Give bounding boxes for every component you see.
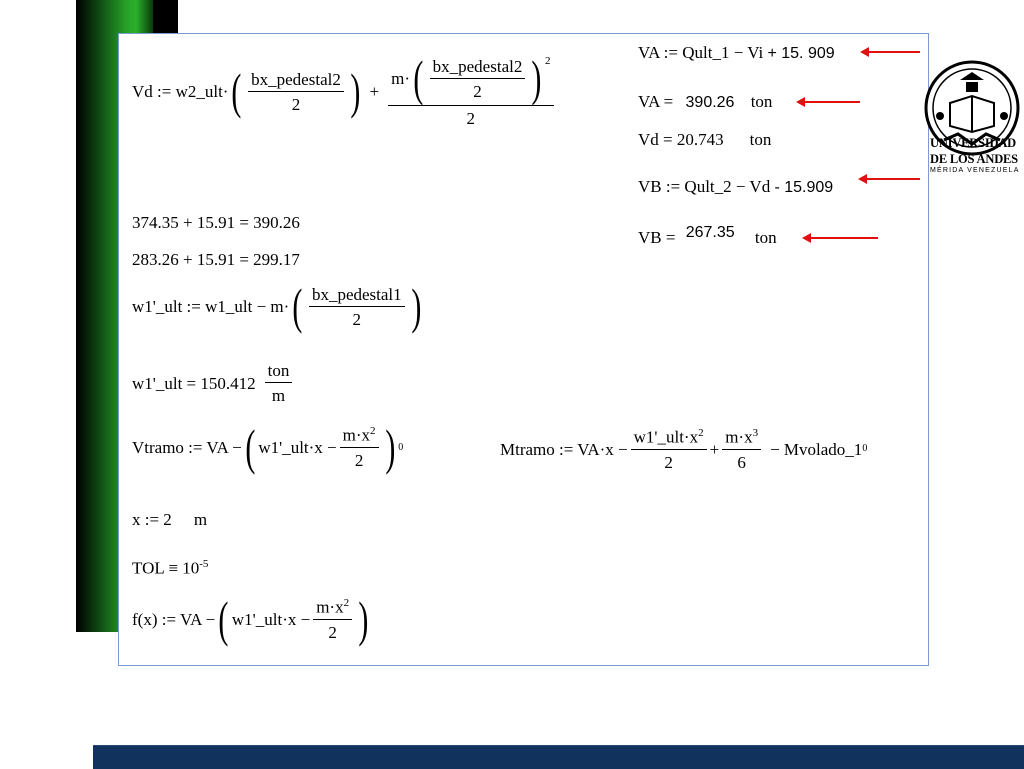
- w1-ult-value: w1'_ult = 150.412 $\frac{\text{ton}}{m}$: [132, 362, 295, 404]
- vb-value: VB = 267.35 ton: [638, 224, 777, 247]
- red-arrow-va-value: [804, 101, 860, 103]
- red-arrow-vb-value: [810, 237, 878, 239]
- tol-definition: TOL ≡ $10^{-5}$: [132, 558, 209, 578]
- mtramo-definition: Mtramo := VA·x − $\frac{w1'\_ult\cdot x^2}{2}$ + $\frac{m\cdot x^3}{6}$ − Mvolado_1 0: [500, 427, 868, 472]
- handwritten-vb-value: 267.35: [685, 224, 735, 241]
- vd-definition: Vd := w2_ult· ( $\frac{\text{bx\_pedestal2}}{2}$ ) + m· ( $\frac{\text{bx\_pedestal2}}{2}$ ) 2 2: [132, 56, 557, 127]
- vtramo-definition: Vtramo := VA − ( w1'_ult·x − $\frac{m\cdot x^2}{2}$ ) 0: [132, 419, 404, 475]
- vb-definition: VB := Qult_2 − Vd - 15.909: [638, 177, 834, 196]
- logo-text-line2: DE LOS ANDES: [930, 152, 1018, 166]
- sum-line-2: 283.26 + 15.91 = 299.17: [132, 250, 300, 269]
- handwritten-vb-subtraction: - 15.909: [774, 179, 834, 196]
- va-value: VA = 390.26 ton: [638, 92, 773, 111]
- handwritten-va-addition: + 15. 909: [767, 45, 835, 62]
- footer-bar: [93, 745, 1024, 769]
- x-definition: x := 2 m: [132, 510, 208, 529]
- w1-ult-definition: w1'_ult := w1_ult − m· ( $\frac{\text{bx\_pedestal1}}{2}$ ): [132, 278, 421, 334]
- logo-text-line3: MÉRIDA VENEZUELA: [930, 167, 1020, 174]
- va-definition: VA := Qult_1 − Vi + 15. 909: [638, 43, 835, 62]
- red-arrow-va-definition: [868, 51, 920, 53]
- red-arrow-vb-definition: [866, 178, 920, 180]
- logo-text-line1: UNIVERSIDAD: [930, 136, 1017, 150]
- black-top-block: [153, 0, 178, 33]
- vd-value: Vd = 20.743 ton: [638, 130, 772, 149]
- sum-line-1: 374.35 + 15.91 = 390.26: [132, 213, 300, 232]
- fx-definition: f(x) := VA − ( w1'_ult·x − $\frac{m\cdot x^2}{2}$ ): [132, 591, 369, 647]
- mathcad-worksheet: [118, 33, 929, 666]
- handwritten-va-value: 390.26: [685, 94, 735, 111]
